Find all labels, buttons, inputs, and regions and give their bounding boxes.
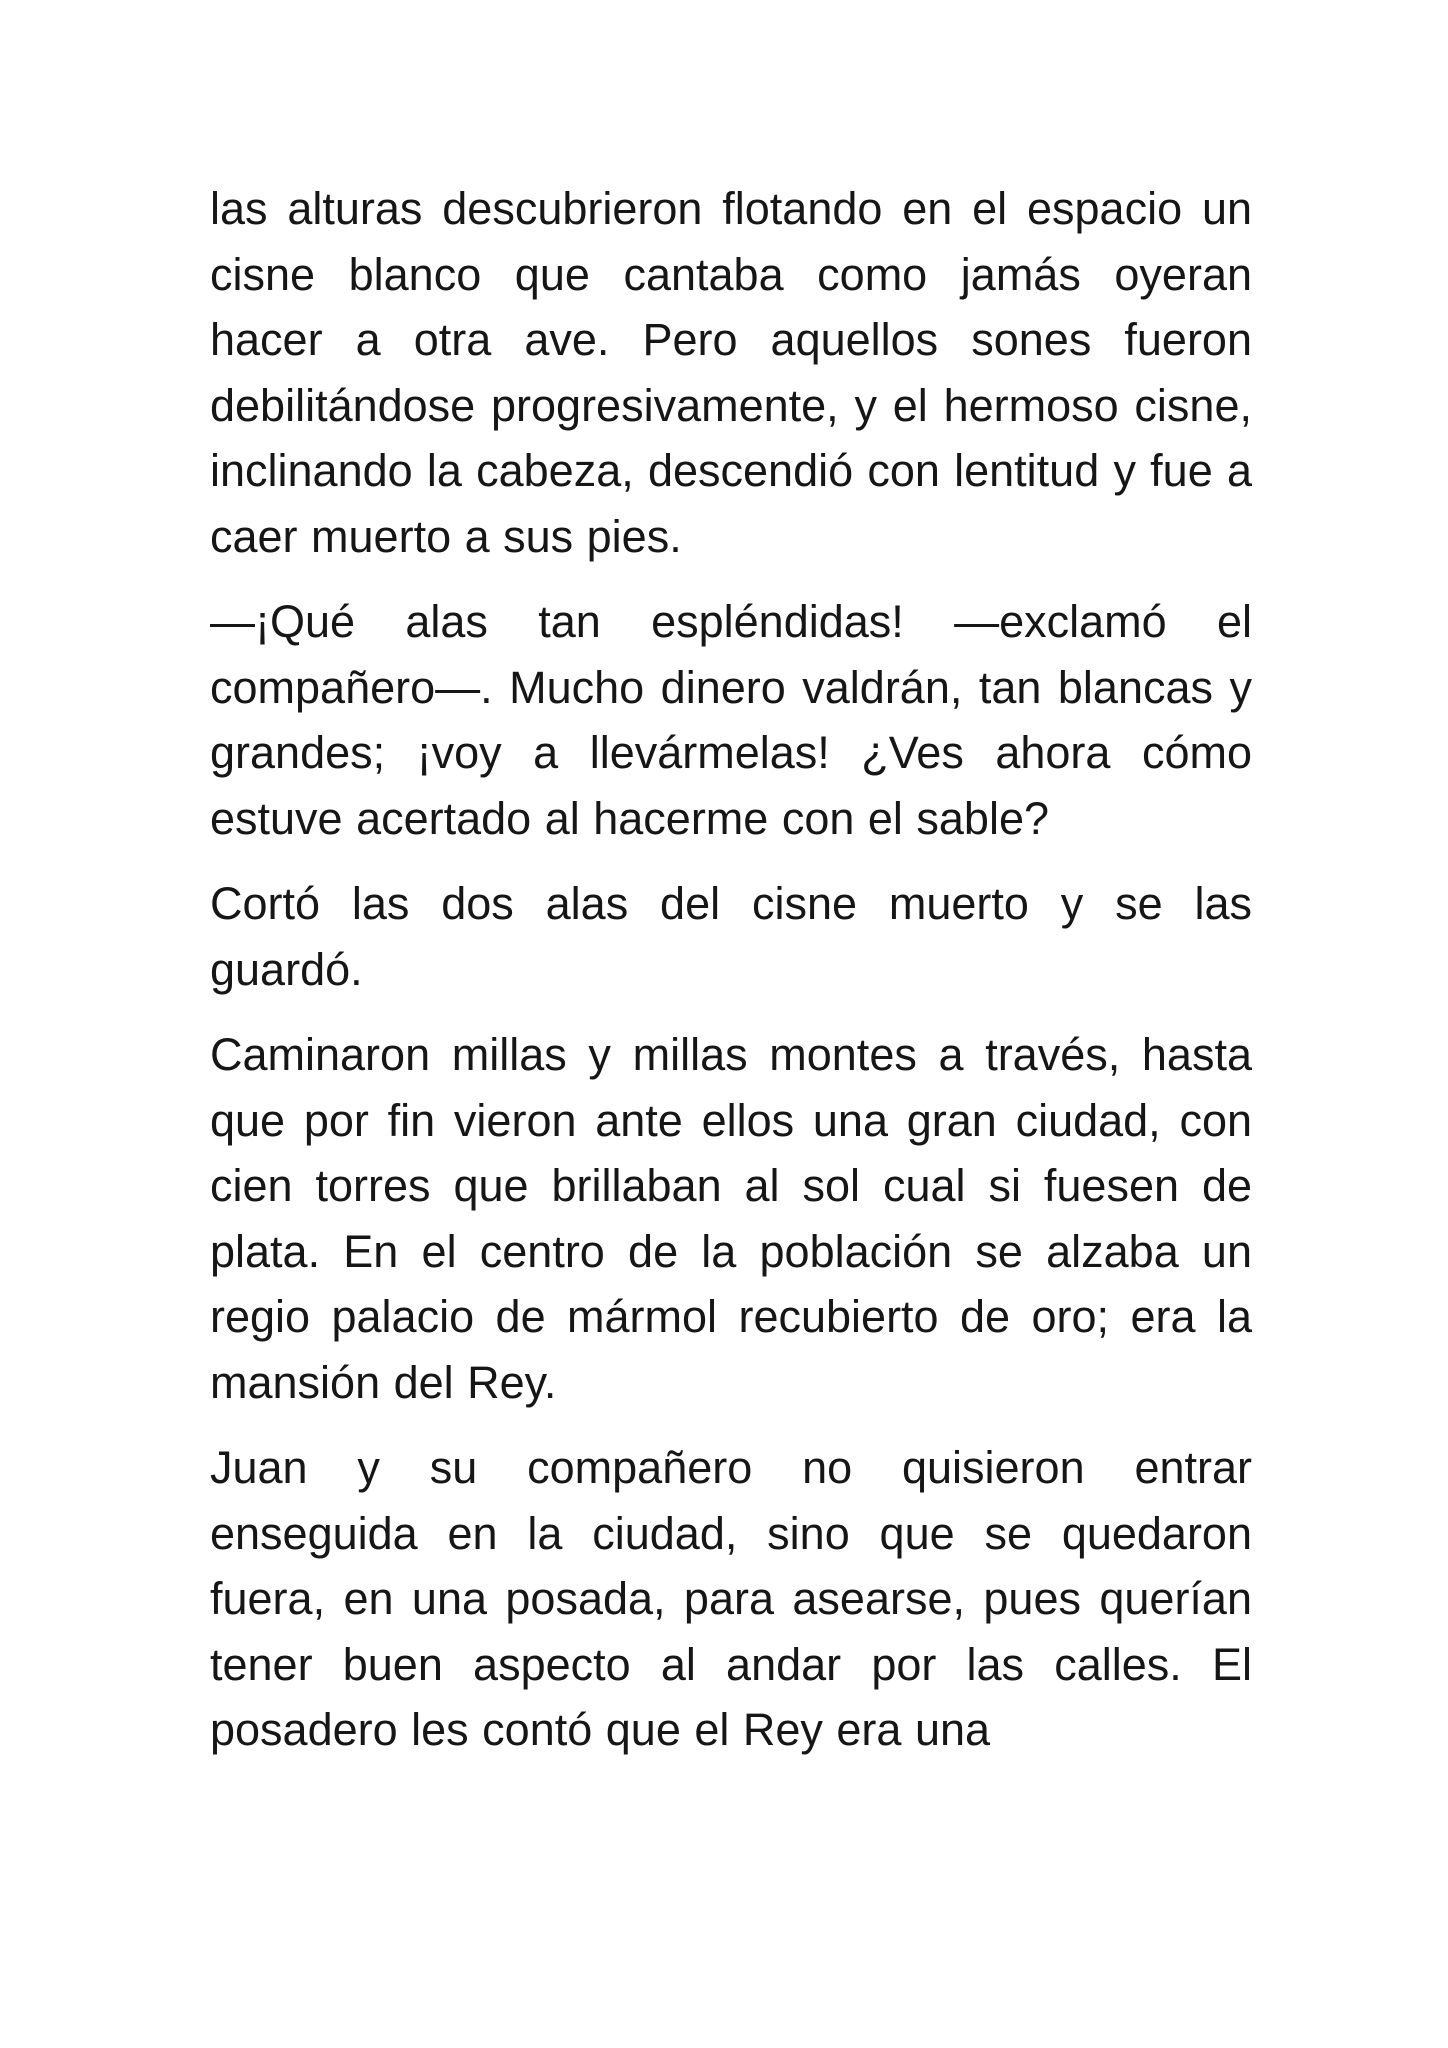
paragraph-great-city: Caminaron millas y millas montes a través, hasta que por fin vieron ante ellos una gran ciudad, con cien torres que brillaban al sol cual si fuesen de plata. En el centro de la población se alzaba un regio palacio de mármol recubierto de oro; era la mansión del Rey. bbox=[210, 1029, 1252, 1408]
paragraph-swan-song: las alturas descubrieron flotando en el espacio un cisne blanco que cantaba como jamás oyeran hacer a otra ave. Pero aquellos sones fueron debilitándose progresivamente, y el hermoso cisne, inclinando la cabeza, descendió con lentitud y fue a caer muerto a sus pies. bbox=[210, 183, 1252, 562]
paragraph-companion-exclaims: —¡Qué alas tan espléndidas! —exclamó el compañero—. Mucho dinero valdrán, tan blancas y grandes; ¡voy a llevármelas! ¿Ves ahora cómo estuve acertado al hacerme con el sable? bbox=[210, 596, 1252, 844]
paragraph-cuts-wings: Cortó las dos alas del cisne muerto y se las guardó. bbox=[210, 878, 1252, 995]
paragraph-inn: Juan y su compañero no quisieron entrar enseguida en la ciudad, sino que se quedaron fuera, en una posada, para asearse, pues querían tener buen aspecto al andar por las calles. El posadero les contó que el Rey era una bbox=[210, 1442, 1252, 1755]
